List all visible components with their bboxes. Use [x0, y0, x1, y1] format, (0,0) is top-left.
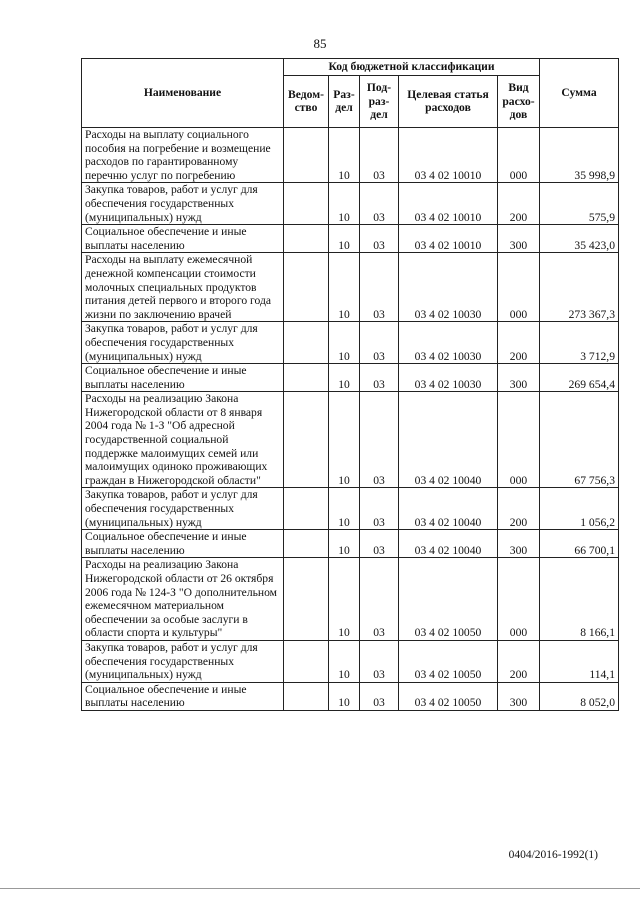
row-subsection: 03: [360, 225, 399, 253]
row-name: Социальное обеспечение и иные выплаты населению: [82, 530, 284, 558]
row-subsection: 03: [360, 128, 399, 183]
table-row: [82, 558, 619, 641]
row-amount: 269 654,4: [540, 364, 619, 392]
row-department: [284, 322, 329, 364]
row-target-article: 03 4 02 10040: [399, 530, 498, 558]
row-expense-type: 200: [498, 322, 540, 364]
row-amount: 1 056,2: [540, 488, 619, 530]
row-name: Социальное обеспечение и иные выплаты населению: [82, 682, 284, 710]
row-target-article: 03 4 02 10030: [399, 364, 498, 392]
row-name: Расходы на реализацию Закона Нижегородской области от 8 января 2004 года № 1-З "Об адресной государственной социальной поддержке малоимущих семей или малоимущих одиноко проживающих граждан в Нижегородской области": [82, 392, 284, 488]
row-section: 10: [329, 640, 360, 682]
row-name: Расходы на выплату социального пособия на погребение и возмещение расходов по гарантированному перечню услуг по погребению: [82, 128, 284, 183]
row-department: [284, 530, 329, 558]
row-section: 10: [329, 253, 360, 322]
row-expense-type: 200: [498, 640, 540, 682]
bottom-rule: [0, 888, 640, 889]
row-target-article: 03 4 02 10050: [399, 682, 498, 710]
row-section: 10: [329, 364, 360, 392]
row-subsection: 03: [360, 392, 399, 488]
table-row: [82, 364, 619, 392]
row-section: 10: [329, 183, 360, 225]
table-row: [82, 183, 619, 225]
header-department: Ведом-ство: [284, 75, 329, 128]
row-expense-type: 200: [498, 183, 540, 225]
row-name: Закупка товаров, работ и услуг для обеспечения государственных (муниципальных) нужд: [82, 183, 284, 225]
row-subsection: 03: [360, 558, 399, 641]
row-name: Закупка товаров, работ и услуг для обеспечения государственных (муниципальных) нужд: [82, 640, 284, 682]
row-department: [284, 128, 329, 183]
row-name: Социальное обеспечение и иные выплаты населению: [82, 364, 284, 392]
budget-table: [81, 58, 619, 711]
table-row: [82, 392, 619, 488]
row-section: 10: [329, 225, 360, 253]
row-target-article: 03 4 02 10040: [399, 392, 498, 488]
table-body: [82, 128, 619, 711]
row-department: [284, 488, 329, 530]
page-number: 85: [313, 36, 327, 51]
row-expense-type: 000: [498, 253, 540, 322]
row-section: 10: [329, 392, 360, 488]
row-department: [284, 558, 329, 641]
row-amount: 35 998,9: [540, 128, 619, 183]
row-amount: 35 423,0: [540, 225, 619, 253]
row-section: 10: [329, 488, 360, 530]
row-subsection: 03: [360, 640, 399, 682]
row-subsection: 03: [360, 364, 399, 392]
row-name: Закупка товаров, работ и услуг для обеспечения государственных (муниципальных) нужд: [82, 488, 284, 530]
row-section: 10: [329, 682, 360, 710]
row-amount: 273 367,3: [540, 253, 619, 322]
row-subsection: 03: [360, 530, 399, 558]
row-expense-type: 000: [498, 558, 540, 641]
table-row: [82, 253, 619, 322]
table-row: [82, 682, 619, 710]
row-department: [284, 183, 329, 225]
table-row: [82, 225, 619, 253]
row-amount: 8 166,1: [540, 558, 619, 641]
row-section: 10: [329, 530, 360, 558]
header-budget-code: Код бюджетной классификации: [284, 59, 540, 76]
row-subsection: 03: [360, 682, 399, 710]
table-row: [82, 488, 619, 530]
header-amount: Сумма: [540, 59, 619, 128]
row-target-article: 03 4 02 10050: [399, 640, 498, 682]
row-department: [284, 253, 329, 322]
row-expense-type: 200: [498, 488, 540, 530]
row-expense-type: 000: [498, 392, 540, 488]
row-department: [284, 682, 329, 710]
table-row: [82, 640, 619, 682]
row-subsection: 03: [360, 183, 399, 225]
header-subsection: Под-раз-дел: [360, 75, 399, 128]
row-target-article: 03 4 02 10030: [399, 322, 498, 364]
row-target-article: 03 4 02 10010: [399, 225, 498, 253]
row-name: Расходы на реализацию Закона Нижегородской области от 26 октября 2006 года № 124-З "О дополнительном ежемесячном материальном обеспечении за особые заслуги в области спорта и культуры": [82, 558, 284, 641]
row-department: [284, 364, 329, 392]
row-expense-type: 300: [498, 682, 540, 710]
table-row: [82, 128, 619, 183]
row-expense-type: 300: [498, 364, 540, 392]
row-amount: 3 712,9: [540, 322, 619, 364]
row-department: [284, 640, 329, 682]
row-section: 10: [329, 128, 360, 183]
row-expense-type: 300: [498, 530, 540, 558]
row-amount: 575,9: [540, 183, 619, 225]
row-name: Закупка товаров, работ и услуг для обеспечения государственных (муниципальных) нужд: [82, 322, 284, 364]
row-name: Социальное обеспечение и иные выплаты населению: [82, 225, 284, 253]
row-amount: 66 700,1: [540, 530, 619, 558]
header-section: Раз-дел: [329, 75, 360, 128]
row-target-article: 03 4 02 10050: [399, 558, 498, 641]
row-expense-type: 000: [498, 128, 540, 183]
table-row: [82, 322, 619, 364]
row-section: 10: [329, 322, 360, 364]
row-target-article: 03 4 02 10030: [399, 253, 498, 322]
row-department: [284, 392, 329, 488]
row-department: [284, 225, 329, 253]
row-amount: 8 052,0: [540, 682, 619, 710]
row-target-article: 03 4 02 10040: [399, 488, 498, 530]
row-expense-type: 300: [498, 225, 540, 253]
row-subsection: 03: [360, 253, 399, 322]
header-expense-type: Вид расхо-дов: [498, 75, 540, 128]
row-target-article: 03 4 02 10010: [399, 128, 498, 183]
header-target-article: Целевая статья расходов: [399, 75, 498, 128]
table-header: [82, 59, 619, 128]
row-target-article: 03 4 02 10010: [399, 183, 498, 225]
row-subsection: 03: [360, 322, 399, 364]
row-name: Расходы на выплату ежемесячной денежной компенсации стоимости молочных специальных продуктов питания детей первого и второго года жизни по заключению врачей: [82, 253, 284, 322]
row-amount: 67 756,3: [540, 392, 619, 488]
row-subsection: 03: [360, 488, 399, 530]
header-name: Наименование: [82, 59, 284, 128]
row-amount: 114,1: [540, 640, 619, 682]
document-code: 0404/2016-1992(1): [508, 849, 598, 861]
table-row: [82, 530, 619, 558]
row-section: 10: [329, 558, 360, 641]
